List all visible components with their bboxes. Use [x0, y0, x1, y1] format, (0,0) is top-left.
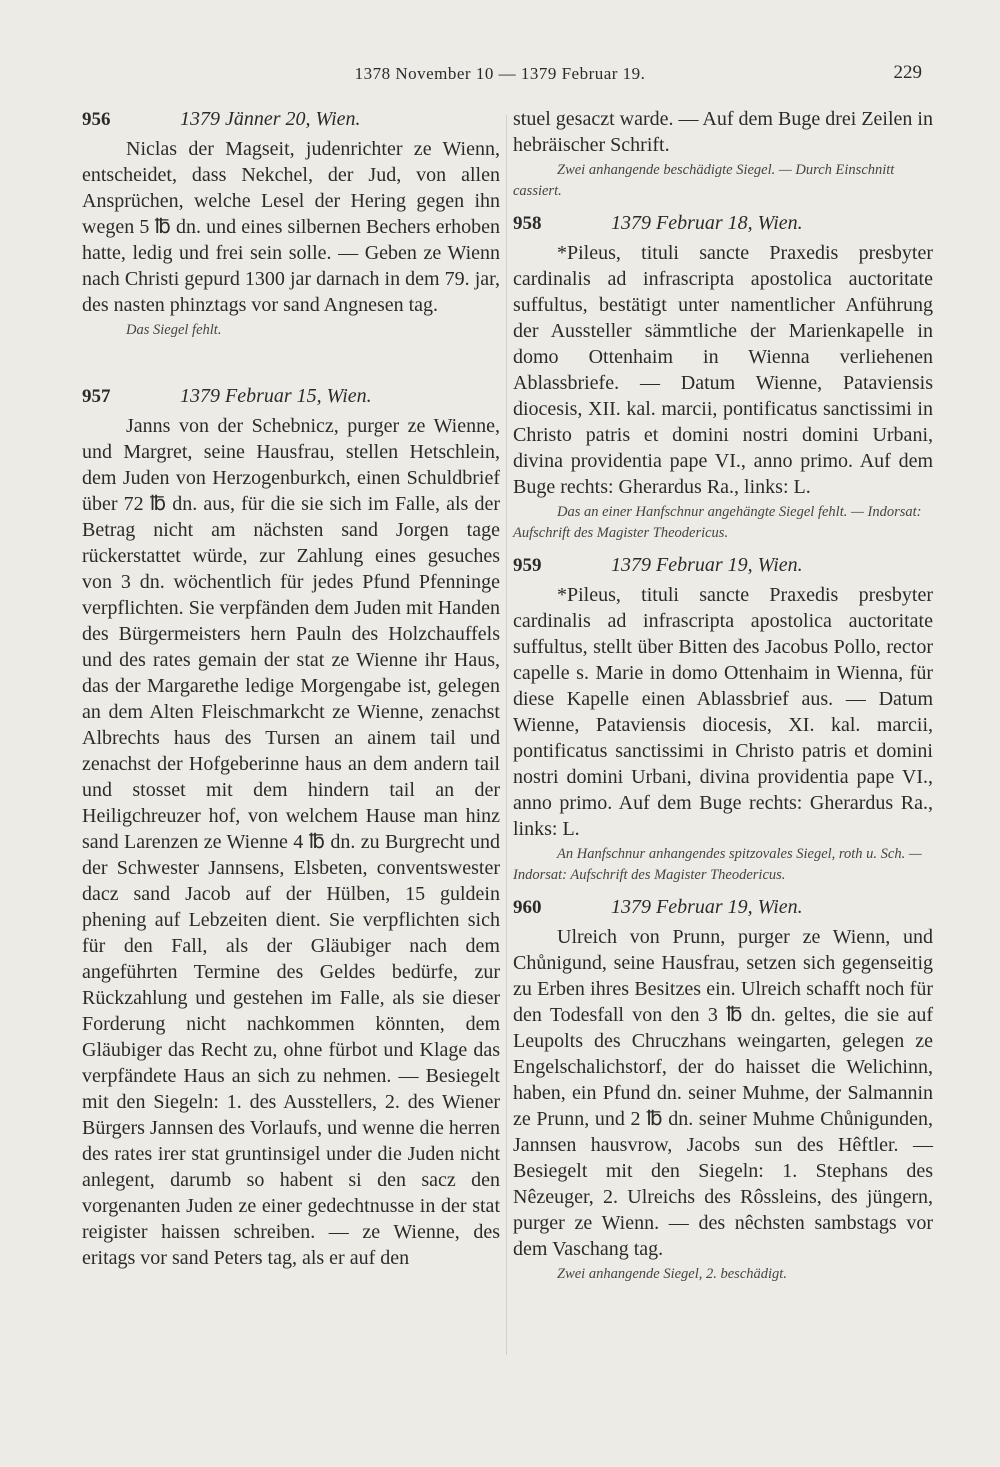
entry-heading-958 [513, 210, 933, 238]
running-header: 1378 November 10 — 1379 Februar 19. [354, 64, 646, 83]
left-column [82, 106, 500, 1271]
entry-heading-959 [513, 552, 933, 580]
entry-body-957-continued: stuel gesaczt warde. — Auf dem Buge drei Zeilen in hebräischer Schrift. [513, 108, 933, 156]
entry-body-960: Ulreich von Prunn, purger ze Wienn, und Chůnigund, seine Hausfrau, setzen sich gegenseitig zu Erben ihres Besitzes ein. Ulreich schafft noch für den Todesfall von den 3 ℔ dn. geltes, die sie auf Leupolts des Chruczhans weingarten, gelegen ze Engelschalichstorf, der do haisset die Welichinn, haben, ein Pfund dn. seiner Muhme, der Salmannin ze Prunn, und 2 ℔ dn. seiner Muhme Chůnigunden, Jannsen hausvrow, Jacobs sun des Hêftler. — Besiegelt mit den Siegeln: 1. Stephans des Nêzeuger, 2. Ulreichs des Rôssleins, des jüngern, purger ze Wienn. — des nêchsten sambstags vor dem Vaschang tag. [513, 926, 933, 1260]
entry-spacer [82, 341, 500, 383]
entry-number: 956 [82, 109, 111, 130]
entry-heading-960 [513, 894, 933, 922]
column-divider [506, 115, 507, 1355]
entry-number: 959 [513, 555, 542, 576]
entry-date: 1379 Februar 15, Wien. [180, 385, 372, 407]
entry-heading-956 [82, 106, 500, 134]
entry-date: 1379 Februar 18, Wien. [611, 212, 803, 234]
entry-body-957: Janns von der Schebnicz, purger ze Wienne, und Margret, seine Hausfrau, stellen Hetschlein, dem Juden von Herzogenburkch, einen Schuldbrief über 72 ℔ dn. aus, für die sie sich im Falle, als der Betrag nicht am nächsten sand Jorgen tage rückerstattet würde, zur Zahlung eines gesuches von 3 dn. wöchentlich für jedes Pfund Pfenninge verpflichten. Sie verpfänden dem Juden mit Handen des Bürgermeisters hern Pauln des Holzchauffels und des rates gemain der stat ze Wienne ihr Haus, das der Margarethe ledige Morgengabe ist, gelegen an dem Alten Fleischmarkcht ze Wienne, zenachst Albrechts haus des Tursen an ainem tail und zenachst der Hofgeberinne haus an dem andern tail und stosset mit dem hindern tail an der Heiligchreuzer hof, von welchem Hause man hinz sand Larenzen ze Wienne 4 ℔ dn. zu Burgrecht und der Schwester Jannsens, Elsbeten, conventswester dacz sand Jacob auf der Hülben, 15 guldein phening auf Lebzeiten dient. Sie verpflichten sich für den Fall, als der Gläubiger nach dem angeführten Termine des Geldes bedürfe, zur Rückzahlung und gestehen im Falle, als sie dieser Forderung nicht nachkommen könnten, dem Gläubiger das Recht zu, ohne fürbot und Klage das verpfändete Haus an sich zu nehmen. — Besiegelt mit den Siegeln: 1. des Ausstellers, 2. des Wiener Bürgers Jannsen des Vorlaufs, und wenne die herren des rates irer stat gruntinsigel under die Juden nicht anlegent, darumb so habent si den sacz den vorgenanten Juden ze einer gedechtnusse in der stat reigister haissen schreiben. — ze Wienne, des eritags vor sand Peters tag, als er auf den [82, 415, 500, 1269]
entry-note-960: Zwei anhangende Siegel, 2. beschädigt. [557, 1266, 787, 1282]
entry-spacer [513, 202, 933, 210]
entry-body-959: *Pileus, tituli sancte Praxedis presbyter cardinalis ad infrascripta apostolica auctoritate suffultus, stellt über Bitten des Jacobus Pollo, rector capelle s. Marie in domo Ottenhaim in Wienna, für diese Kapelle einen Ablassbrief aus. — Datum Wienne, Pataviensis diocesis, XI. kal. marcii, pontificatus sanctissimi in Christo patris et domini nostri domini Urbani, divina providentia pape VI., anno primo. Auf dem Buge rechts: Gherardus Ra., links: L. [513, 584, 933, 840]
entry-number: 958 [513, 213, 542, 234]
entry-number: 960 [513, 897, 542, 918]
entry-spacer [513, 886, 933, 894]
right-column [513, 106, 933, 1285]
entry-body-958: *Pileus, tituli sancte Praxedis presbyter cardinalis ad infrascripta apostolica auctoritate suffultus, bestätigt unter namentlicher Anführung der Aussteller sämmtliche der Marienkapelle in domo Ottenhaim in Wienna verliehenen Ablassbriefe. — Datum Wienne, Pataviensis diocesis, XII. kal. marcii, pontificatus sanctissimi in Christo patris et domini nostri domini Urbani, divina providentia pape VI., anno primo. Auf dem Buge rechts: Gherardus Ra., links: L. [513, 242, 933, 498]
entry-note-957: Zwei anhangende beschädigte Siegel. — Durch Einschnitt cassiert. [513, 162, 895, 199]
entry-heading-957 [82, 383, 500, 411]
page-number: 229 [893, 62, 922, 83]
entry-note-956: Das Siegel fehlt. [126, 322, 222, 338]
entry-note-958: Das an einer Hanfschnur angehängte Siegel fehlt. — Indorsat: Aufschrift des Magister Theodericus. [513, 504, 922, 541]
entry-date: 1379 Februar 19, Wien. [611, 896, 803, 918]
entry-spacer [513, 544, 933, 552]
entry-body-956: Niclas der Magseit, judenrichter ze Wienn, entscheidet, dass Nekchel, der Jud, von allen Ansprüchen, welche Lesel der Hering gegen ihn wegen 5 ℔ dn. und eines silbernen Bechers erhoben hatte, ledig und frei sein solle. — Geben ze Wienn nach Christi gepurd 1300 jar darnach in dem 79. jar, des nasten phinztags vor sand Angnesen tag. [82, 138, 500, 316]
entry-note-959: An Hanfschnur anhangendes spitzovales Siegel, roth u. Sch. — Indorsat: Aufschrift des Magister Theodericus. [513, 846, 922, 883]
entry-date: 1379 Februar 19, Wien. [611, 554, 803, 576]
entry-date: 1379 Jänner 20, Wien. [180, 108, 361, 130]
entry-number: 957 [82, 386, 111, 407]
